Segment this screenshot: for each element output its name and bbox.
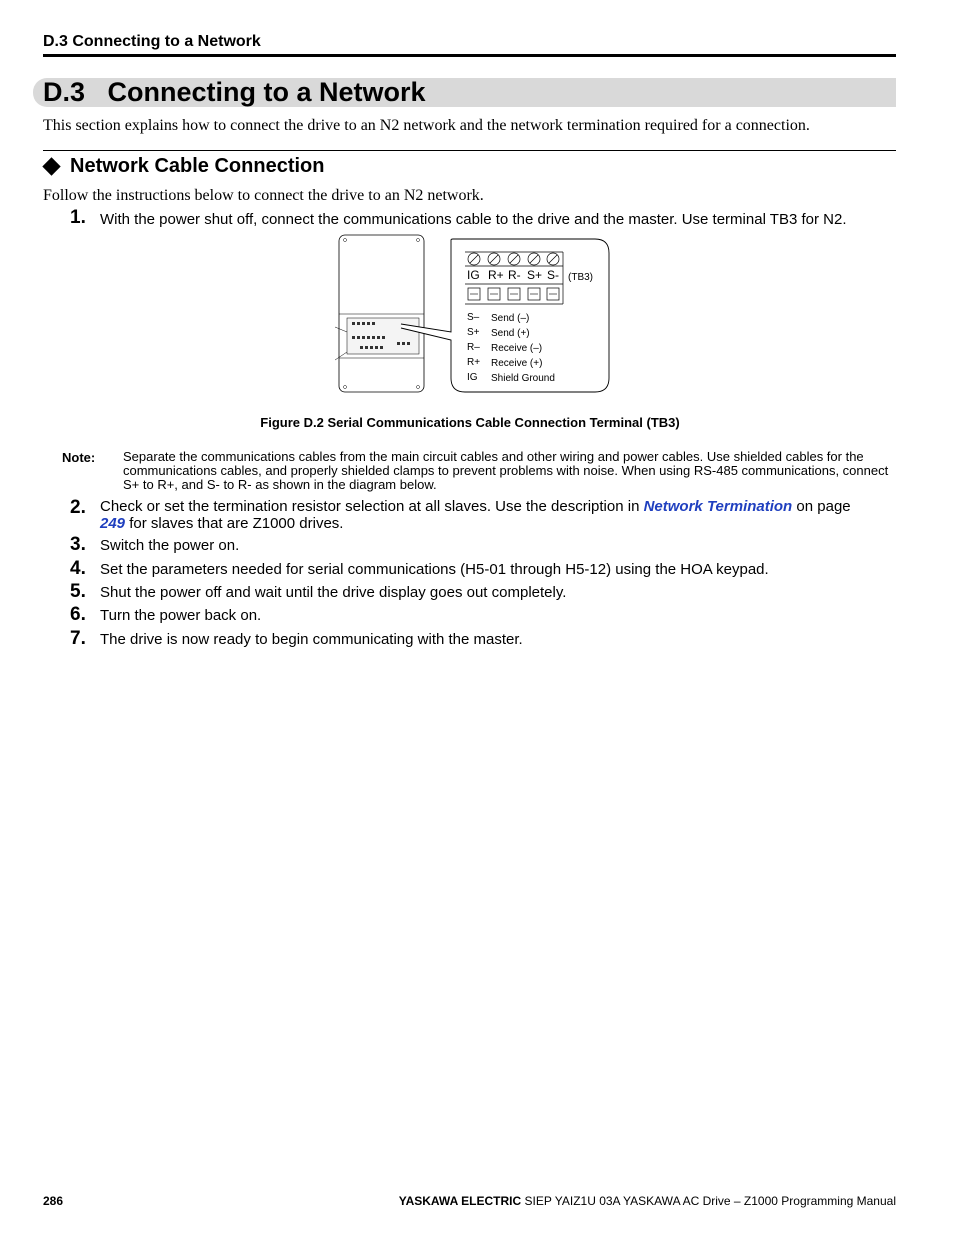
legend-desc-2: Send (+) [491, 328, 530, 339]
figure-caption: Figure D.2 Serial Communications Cable Connection Terminal (TB3) [260, 415, 680, 430]
drive-body-outline [339, 235, 424, 392]
subsection-rule [43, 150, 896, 151]
section-title-text: Connecting to a Network [107, 77, 426, 107]
step-text-1: With the power shut off, connect the communications cable to the drive and the master. Use terminal TB3 for N2. [100, 211, 847, 228]
terminal-label-r-plus: R+ [488, 268, 504, 282]
step-text-3: Switch the power on. [100, 537, 240, 554]
step-number-2: 2. [70, 497, 86, 518]
follow-paragraph: Follow the instructions below to connect the drive to an N2 network. [43, 187, 484, 204]
note-text: Separate the communications cables from the main circuit cables and other wiring and power cables. Use shielded cables for the communications cables, and properly shielded clamps to prevent problems with noise. When using RS-485 communications, connect S+ to R+, and S- to R- as shown in the diagram below. [123, 449, 889, 492]
step-text-4: Set the parameters needed for serial communications (H5-01 through H5-12) using the HOA keypad. [100, 561, 769, 578]
terminal-block-label: (TB3) [568, 272, 593, 283]
footer-manual-title [399, 1194, 896, 1208]
tb3-connection-figure [325, 232, 615, 396]
step-text-2: Check or set the termination resistor selection at all slaves. Use the description in Network Termination on page 249 for slaves that are Z1000 drives. [100, 498, 851, 532]
footer-manual-name: SIEP YAIZ1U 03A YASKAWA AC Drive – Z1000 Programming Manual [521, 1194, 896, 1208]
legend-desc-1: Send (–) [491, 313, 530, 324]
header-rule [43, 54, 896, 57]
footer-brand: YASKAWA ELECTRIC [398, 1194, 522, 1208]
step-number-4: 4. [70, 558, 86, 579]
intro-paragraph: This section explains how to connect the drive to an N2 network and the network termination required for a connection. [43, 117, 810, 134]
step-number-7: 7. [70, 628, 86, 649]
terminal-label-s-minus: S- [547, 268, 559, 282]
step-number-6: 6. [70, 604, 86, 625]
legend-code-3: R– [467, 342, 480, 353]
legend-desc-4: Receive (+) [491, 358, 543, 369]
section-title [43, 77, 426, 108]
terminal-label-ig: IG [467, 268, 480, 282]
subsection-title: Network Cable Connection [70, 155, 325, 177]
step-number-1: 1. [70, 207, 86, 228]
network-termination-link[interactable]: Network Termination [643, 498, 793, 515]
terminal-label-s-plus: S+ [527, 268, 543, 282]
section-number: D.3 [43, 77, 86, 107]
legend-code-1: S– [467, 312, 480, 323]
legend-desc-3: Receive (–) [491, 343, 543, 354]
diamond-bullet-icon [42, 157, 60, 175]
step-text-7: The drive is now ready to begin communicating with the master. [100, 631, 523, 648]
step-number-5: 5. [70, 581, 86, 602]
step-text-5: Shut the power off and wait until the drive display goes out completely. [100, 584, 567, 601]
legend-code-5: IG [467, 372, 478, 383]
subsection-heading [43, 155, 324, 178]
step-number-3: 3. [70, 534, 86, 555]
legend-desc-5: Shield Ground [491, 373, 555, 384]
footer-page-number: 286 [43, 1194, 64, 1208]
terminal-label-r-minus: R- [508, 268, 521, 282]
legend-code-2: S+ [467, 327, 480, 338]
running-head: D.3 Connecting to a Network [43, 33, 261, 50]
legend-code-4: R+ [467, 357, 481, 368]
page-249-link[interactable]: 249 [100, 515, 126, 532]
step-text-6: Turn the power back on. [100, 607, 262, 624]
note-label: Note: [62, 450, 96, 465]
